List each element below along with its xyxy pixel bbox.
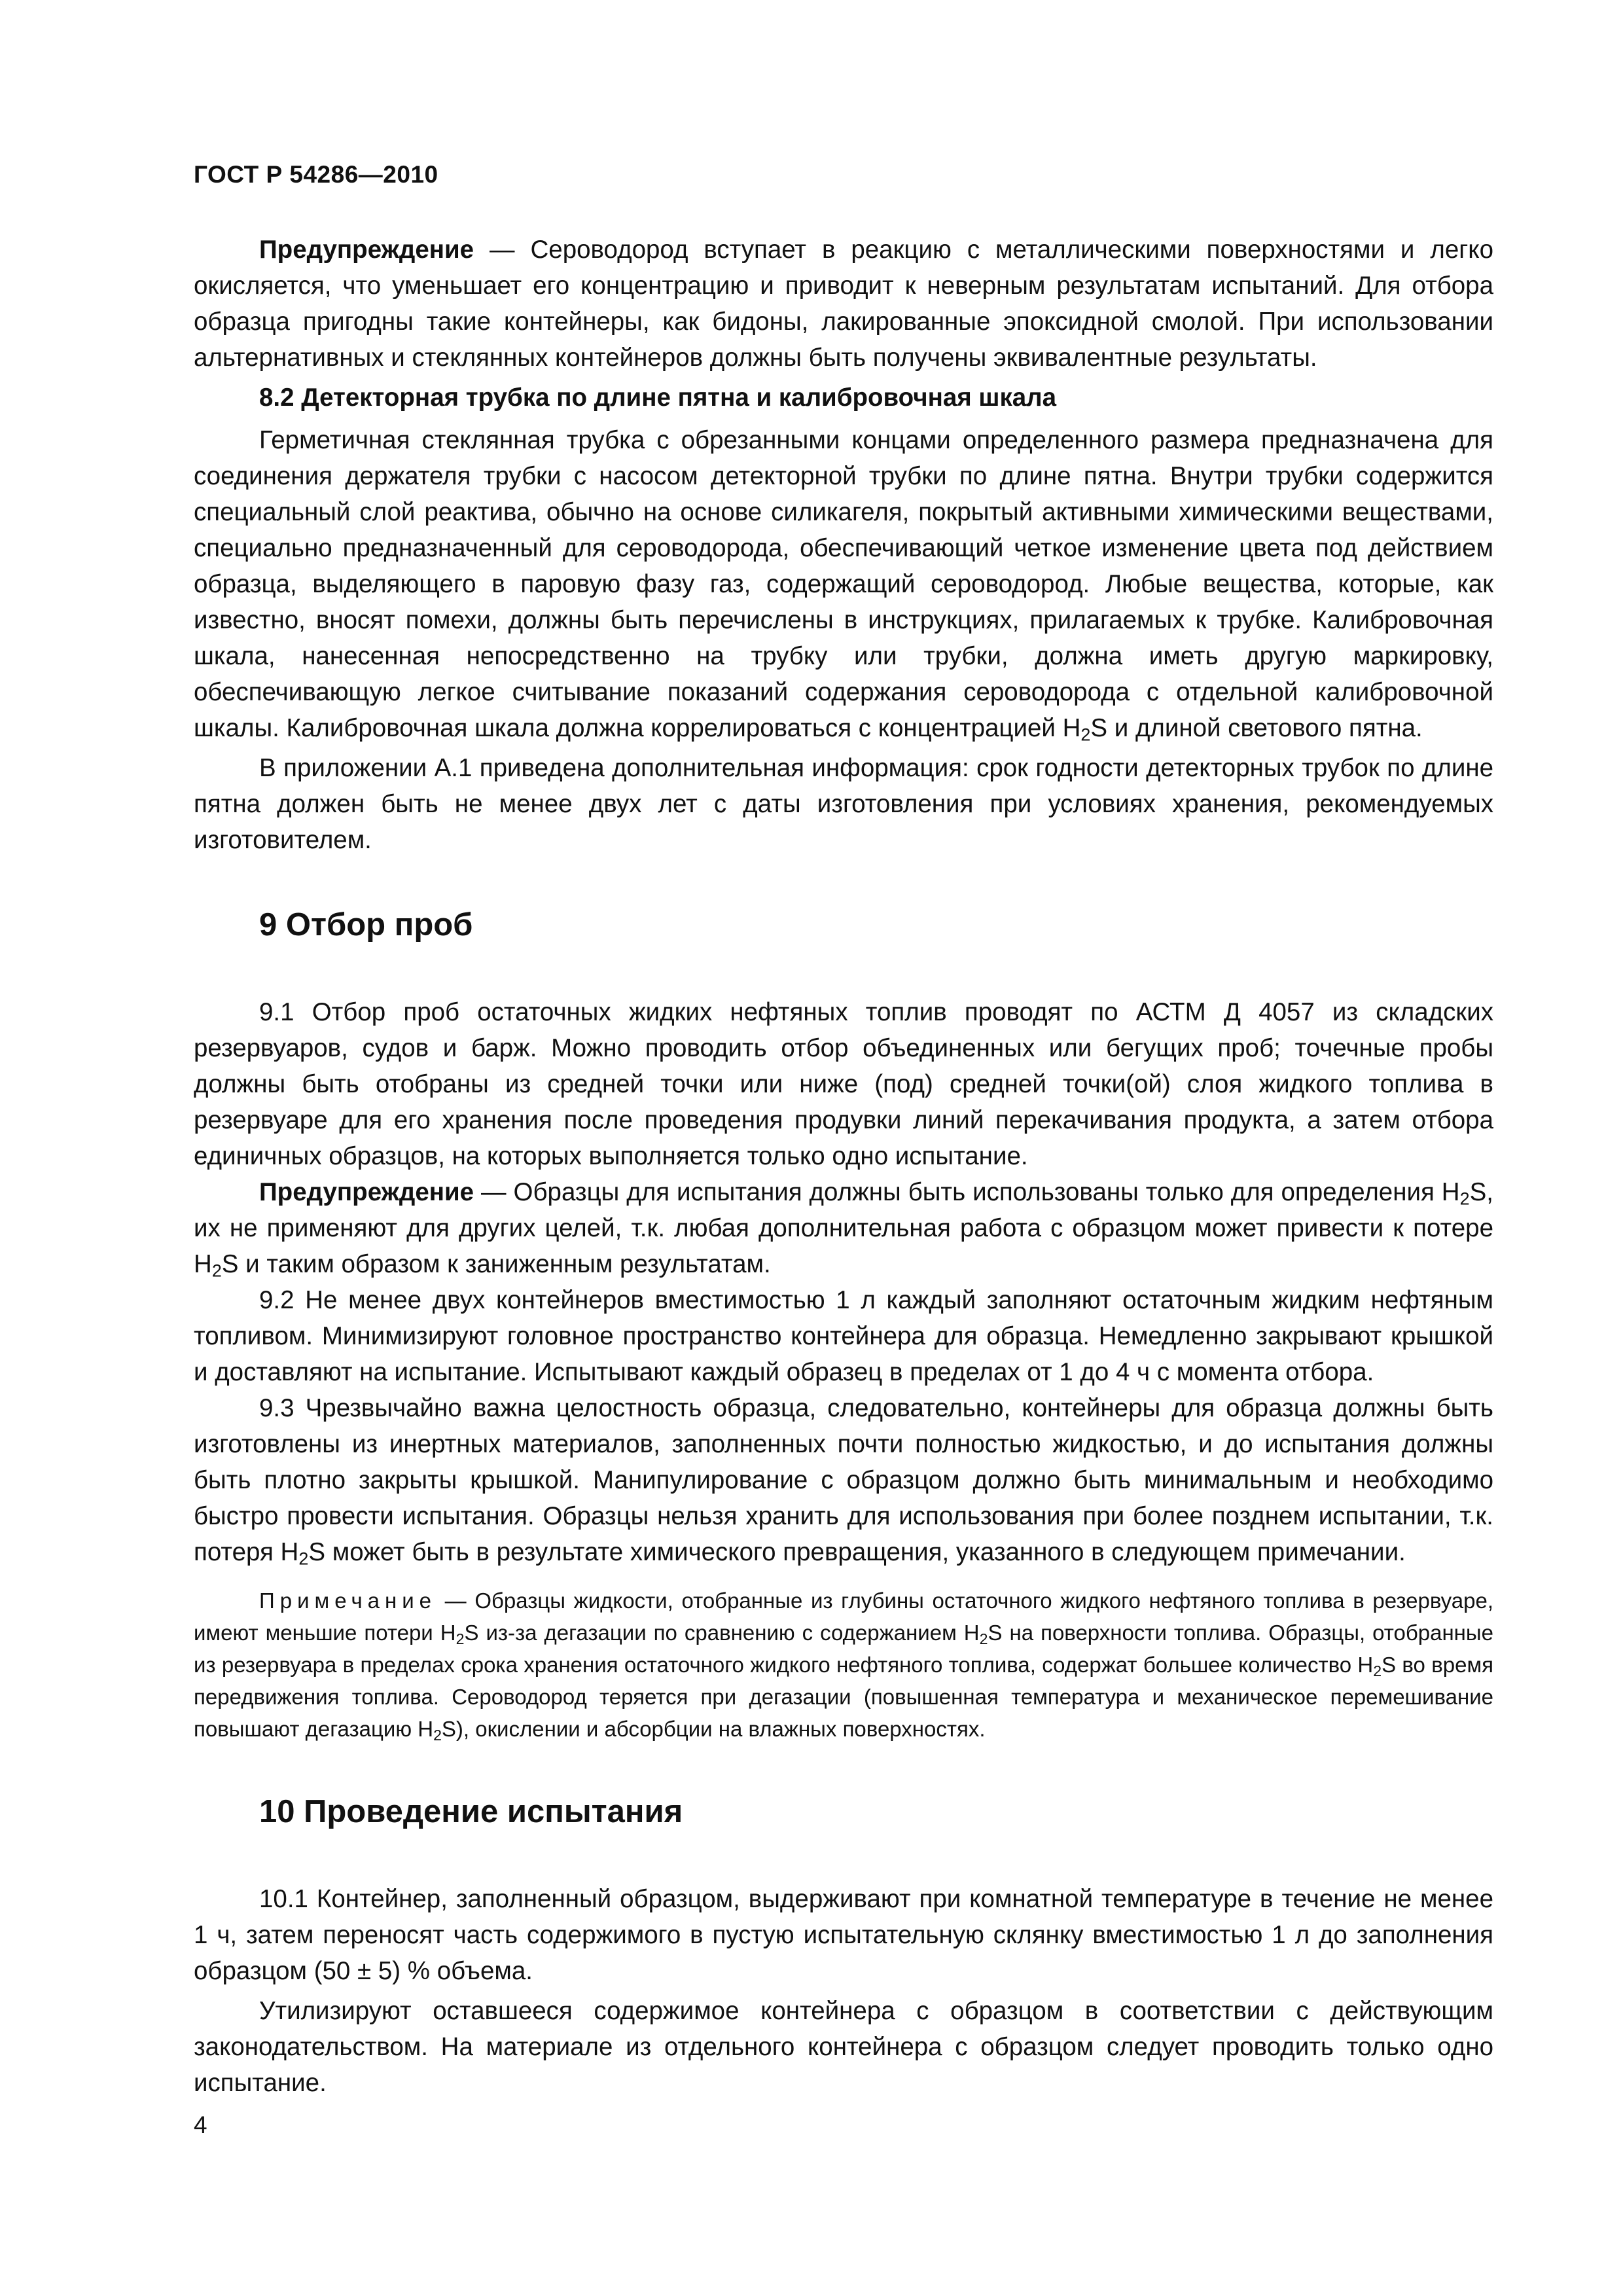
subscript: 2 (455, 1630, 465, 1647)
paragraph-8-2-1-text: Герметичная стеклянная трубка с обрезанными концами определенного размера предназначена для соединения держателя трубки с насосом детекторной трубки по длине пятна. Внутри трубки содержится специальный слой реактива, обычно на основе силикагеля, покрытый активными химическими веществами, специально предназначенный для сероводорода, обеспечивающий четкое изменение цвета под действием образца, выделяющего в паровую фазу газ, содержащий сероводород. Любые вещества, которые, как известно, вносят помехи, должны быть перечислены в инструкциях, прилагаемых к трубке. Калибровочная шкала, нанесенная непосредственно на трубку или трубки, должна иметь другую маркировку, обеспечивающую легкое считывание показаний содержания сероводорода с отдельной калибровочной шкалы. Калибровочная шкала должна коррелироваться с концентрацией H (194, 426, 1493, 742)
paragraph-8-2-2: В приложении А.1 приведена дополнительная информация: срок годности детекторных трубок по длине пятна должен быть не менее двух лет с даты изготовления при условиях хранения, рекомендуемых изготовителем. (194, 754, 1493, 854)
warning-label: Предупреждение (259, 236, 474, 264)
warning-paragraph (194, 232, 1493, 376)
subscript: 2 (1459, 1189, 1470, 1209)
page-number: 4 (194, 2111, 207, 2138)
section-heading-9: 9 Отбор проб (259, 907, 473, 942)
note-paragraph (194, 1585, 1493, 1745)
subscript: 2 (433, 1726, 442, 1744)
paragraph-8-2-1-end: S и длиной светового пятна. (1090, 714, 1423, 742)
subsection-heading-8-2: 8.2 Детекторная трубка по длине пятна и калибровочная шкала (259, 384, 1057, 412)
note-text-c: S на поверхности топлива. Образцы, отобранные из резервуара в пределах срока хранения остаточного жидкого нефтяного топлива, содержат большее количество H (194, 1621, 1493, 1677)
paragraph-10-2: Утилизируют оставшееся содержимое контейнера с образцом в соответствии с действующим законодательством. На материале из отдельного контейнера с образцом следует проводить только одно испытание. (194, 1997, 1493, 2097)
paragraph-9-3 (194, 1390, 1493, 1570)
note-text-b: S из-за дегазации по сравнению с содержанием H (464, 1621, 980, 1645)
warning-text-a: — Образцы для испытания должны быть использованы только для определения H (474, 1178, 1460, 1206)
paragraph-9-1: 9.1 Отбор проб остаточных жидких нефтяных топлив проводят по АСТМ Д 4057 из складских резервуаров, судов и барж. Можно проводить отбор объединенных или бегущих проб; точечные пробы должны быть отобраны из средней точки или ниже (под) средней точки(ой) слоя жидкого топлива в резервуаре для его хранения после проведения продувки линий перекачивания продукта, а затем отбора единичных образцов, на которых выполняется только одно испытание. (194, 998, 1493, 1170)
paragraph-10-1: 10.1 Контейнер, заполненный образцом, выдерживают при комнатной температуре в течение не менее 1 ч, затем переносят часть содержимого в пустую испытательную склянку вместимостью 1 л до заполнения образцом (50 ± 5) % объема. (194, 1885, 1493, 1985)
document-header: ГОСТ Р 54286—2010 (194, 161, 438, 188)
paragraph-9-3-text-a: 9.3 Чрезвычайно важна целостность образца, следовательно, контейнеры для образца должны быть изготовлены из инертных материалов, заполненных почти полностью жидкостью, и до испытания должны быть плотно закрыты крышкой. Манипулирование с образцом должно быть минимальным и необходимо быстро провести испытания. Образцы нельзя хранить для использования при более позднем испытании, т.к. потеря H (194, 1394, 1493, 1566)
note-label: Примечание (259, 1588, 437, 1613)
warning-text: — Сероводород вступает в реакцию с металлическими поверхностями и легко окисляется, что уменьшает его концентрацию и приводит к неверным результатам испытаний. Для отбора образца пригодны такие контейнеры, как бидоны, лакированные эпоксидной смолой. При использовании альтернативных и стеклянных контейнеров должны быть получены эквивалентные результаты. (194, 236, 1493, 372)
subscript: 2 (298, 1549, 309, 1569)
subscript: 2 (211, 1261, 222, 1281)
note-text-d: S во время передвижения топлива. Сероводород теряется при дегазации (повышенная температура и механическое перемешивание повышают дегазацию H (194, 1653, 1494, 1741)
subscript: 2 (1373, 1662, 1382, 1679)
subscript: 2 (1080, 725, 1091, 745)
warning-text-c: S и таким образом к заниженным результатам. (221, 1250, 771, 1278)
warning-text-b: S, их не применяют для других целей, т.к. любая дополнительная работа с образцом может привести к потере H (194, 1178, 1493, 1278)
subscript: 2 (979, 1630, 988, 1647)
warning-paragraph-9 (194, 1174, 1493, 1282)
paragraph-9-3-text-b: S может быть в результате химического превращения, указанного в следующем примечании. (308, 1538, 1406, 1566)
paragraph-9-2: 9.2 Не менее двух контейнеров вместимостью 1 л каждый заполняют остаточным жидким нефтяным топливом. Минимизируют головное пространство контейнера для образца. Немедленно закрывают крышкой и доставляют на испытание. Испытывают каждый образец в пределах от 1 до 4 ч с момента отбора. (194, 1286, 1493, 1386)
paragraph-8-2-1 (194, 422, 1493, 746)
warning-label: Предупреждение (259, 1178, 474, 1206)
note-text-a: — Образцы жидкости, отобранные из глубины остаточного жидкого нефтяного топлива в резервуаре, имеют меньшие потери H (194, 1588, 1493, 1645)
note-text-e: S), окислении и абсорбции на влажных поверхностях. (441, 1717, 986, 1741)
section-heading-10: 10 Проведение испытания (259, 1794, 683, 1829)
document-body (194, 232, 1493, 2101)
